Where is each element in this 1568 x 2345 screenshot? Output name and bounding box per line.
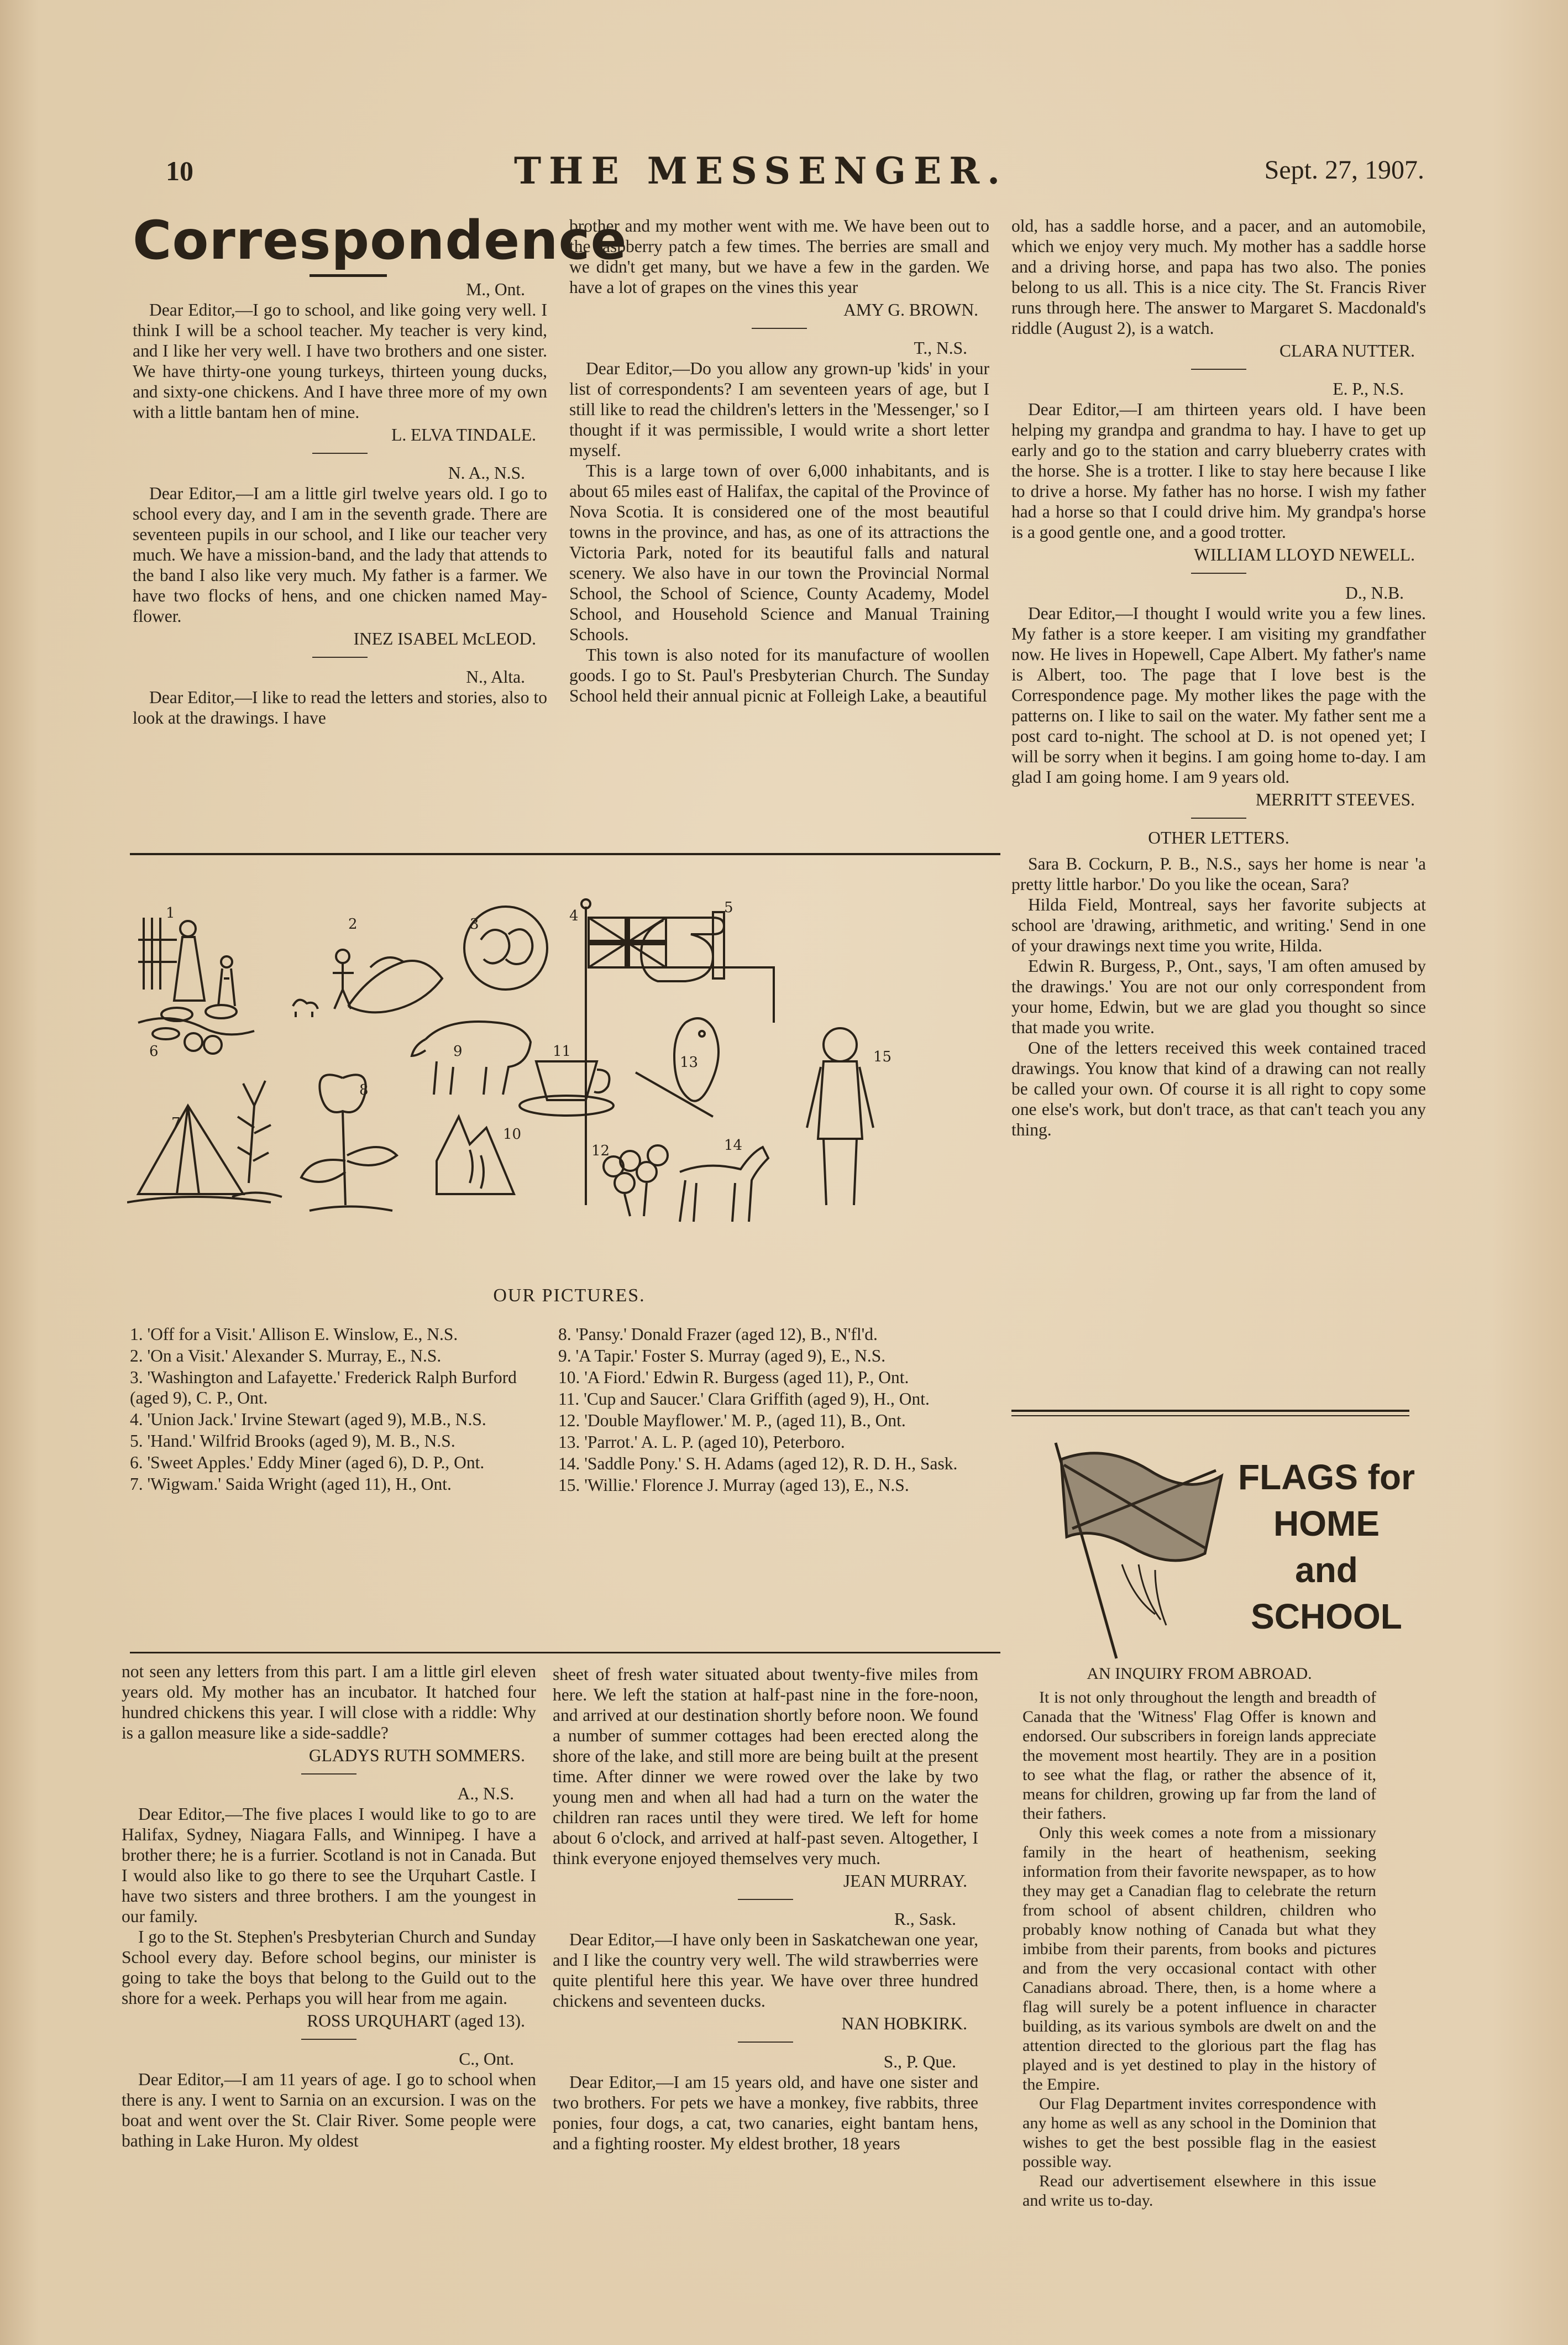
column-2: [569, 216, 989, 706]
drawing-on-a-visit: [293, 950, 442, 1017]
drawing-number: 5: [724, 899, 733, 916]
drawing-number: 10: [503, 1126, 522, 1143]
ad-headline-line: and: [1295, 1550, 1358, 1590]
drawing-number: 12: [591, 1143, 610, 1159]
letter-signature: MERRITT STEEVES.: [1255, 790, 1415, 809]
masthead: THE MESSENGER.: [514, 149, 1008, 192]
letter-signature: JEAN MURRAY.: [843, 1871, 967, 1891]
ad-body: [1022, 1664, 1376, 2210]
divider: [752, 328, 807, 329]
drawing-fiord: [437, 1117, 514, 1194]
letter-body: old, has a saddle horse, and a pacer, and an automobile, which we enjoy very much. My mother has a saddle horse and a driving horse, and papa has two also. The ponies belong to us all. This is a nice city. The St. Francis River runs through here. The answer to Margaret S. Macdonald's riddle (August 2), is a watch.: [1011, 216, 1426, 338]
letter-location: N. A., N.S.: [448, 463, 525, 483]
letter-location: A., N.S.: [457, 1784, 514, 1803]
page-header: [0, 149, 1568, 199]
drawing-number: 15: [873, 1049, 892, 1065]
other-letters-heading: OTHER LETTERS.: [1148, 828, 1289, 847]
letter-body: Dear Editor,—I am 15 years old, and have one sister and two brothers. For pets we have a monkey, five rabbits, three ponies, four dogs, a cat, two canaries, eight bantam hens, and a fighting rooster. My eldest brother, 18 years: [553, 2072, 978, 2153]
drawing-willie: [807, 1028, 873, 1205]
drawing-number: 11: [553, 1043, 571, 1060]
ad-paragraph: Only this week comes a note from a missionary family in the heart of heathenism, seeking information from their favorite newspaper, as to how they may get a Canadian flag to celebrate the return from school of absent children, children who probably know nothing of Canada but what they imbibe from their parents, from books and pictures and from the very occasional contact with other Canadians abroad. There, then, is a home where a flag will surely be a potent influence in character building, as its various symbols are dwelt on and the attention directed to the glorious part the flag has played and is yet destined to play in the history of the Empire.: [1022, 1824, 1376, 2093]
pictures-caption: OUR PICTURES.: [493, 1285, 646, 1306]
drawing-double-mayflower: [604, 1145, 668, 1216]
letter-signature: GLADYS RUTH SOMMERS.: [308, 1746, 525, 1765]
letter-location: S., P. Que.: [883, 2052, 956, 2071]
drawing-number: 8: [359, 1082, 369, 1098]
ad-subtitle: AN INQUIRY FROM ABROAD.: [1087, 1664, 1312, 1683]
drawing-cup-and-saucer: [520, 1061, 613, 1116]
picture-credit: 5. 'Hand.' Wilfrid Brooks (aged 9), M. B., N.S.: [130, 1431, 455, 1451]
picture-credit: 12. 'Double Mayflower.' M. P., (aged 11), B., Ont.: [558, 1411, 906, 1430]
divider: [1191, 818, 1246, 819]
letter-body: This is a large town of over 6,000 inhabitants, and is about 65 miles east of Halifax, the capital of the Province of Nova Scotia. It is considered one of the most beautiful towns in the province, and has, as one of its attractions the Victoria Park, noted for its beautiful falls and natural scenery. We also have in our town the Provincial Normal School, the School of Science, County Academy, Model School, and Household Science and Manual Training Schools.: [569, 461, 989, 644]
ad-headline: [1238, 1454, 1415, 1640]
letter-body: Dear Editor,—I thought I would write you a few lines. My father is a store keeper. I am visiting my grandfather now. He lives in Hopewell, Cape Albert. My father's name is Albert, too. The page that I love best is the Correspondence page. My mother likes the page with the patterns on. I like to sail on the water. My father sent me a post card to-night. The school at D. is not opened yet; I will be sorry when it begins. I am going home to-day. I am glad I am going home. I am 9 years old.: [1011, 604, 1426, 787]
letter-location: M., Ont.: [466, 280, 525, 299]
drawing-number: 9: [453, 1043, 463, 1060]
drawing-pansy: [301, 1075, 397, 1211]
letter-body: sheet of fresh water situated about twenty-five miles from here. We left the station at half-past nine in the fore-noon, and arrived at our destination shortly before noon. We found a number of summer cottages had been erected along the shore of the lake, and still more are being built at the present time. After dinner we were rowed over the lake by two young men and when all had had a turn on the water the children ran races until they were tired. We left for home about 6 o'clock, and arrived at half-past seven. Altogether, I think everyone enjoyed themselves very much.: [553, 1664, 978, 1868]
drawing-number: 4: [569, 908, 579, 924]
picture-credit: 13. 'Parrot.' A. L. P. (aged 10), Peterboro.: [558, 1432, 845, 1452]
drawing-union-jack: [581, 899, 774, 1205]
letter-body: Dear Editor,—I am thirteen years old. I have been helping my grandpa and grandma to hay. I have to get up early and go to the station and carry blueberry crates with the horse. She is a trotter. I like to stay here because I like to drive a horse. My father has no horse. I wish my father had a horse so that I could drive him. My grandpa's horse is a good gentle one, and a good trotter.: [1011, 400, 1426, 542]
picture-credit: 10. 'A Fiord.' Edwin R. Burgess (aged 11), P., Ont.: [558, 1368, 909, 1387]
letter-body: not seen any letters from this part. I am a little girl eleven years old. My mother has an incubator. It hatched four hundred chickens this year. I will close with a riddle: Why is a gallon measure like a side-saddle?: [122, 1662, 536, 1742]
divider: [312, 453, 368, 454]
picture-credit: 14. 'Saddle Pony.' S. H. Adams (aged 12), R. D. H., Sask.: [558, 1454, 958, 1473]
letter-body: Dear Editor,—I go to school, and like going very well. I think I will be a school teacher. My teacher is very kind, and I like her very well. I have two brothers and one sister. We have thirty-one young turkeys, thirteen young ducks, and sixty-one chickens. And I have three more of my own with a little bantam hen of mine.: [133, 300, 547, 422]
letter-signature: AMY G. BROWN.: [843, 300, 978, 320]
issue-date: Sept. 27, 1907.: [1264, 155, 1424, 185]
picture-credit: 9. 'A Tapir.' Foster S. Murray (aged 9), E., N.S.: [558, 1346, 886, 1365]
letter-signature: INEZ ISABEL McLEOD.: [353, 629, 536, 648]
bottom-column-1: [122, 1661, 536, 2151]
letter-location: D., N.B.: [1345, 583, 1404, 603]
picture-credit: 6. 'Sweet Apples.' Eddy Miner (aged 6), D. P., Ont.: [130, 1453, 485, 1472]
drawing-hand: [641, 912, 724, 981]
picture-credit: 4. 'Union Jack.' Irvine Stewart (aged 9), M.B., N.S.: [130, 1410, 486, 1429]
ad-headline-line: FLAGS for: [1238, 1457, 1415, 1497]
other-letter: Sara B. Cockurn, P. B., N.S., says her home is near 'a pretty little harbor.' Do you like the ocean, Sara?: [1011, 854, 1426, 894]
letter-body: Dear Editor,—I am 11 years of age. I go to school when there is any. I went to Sarnia on an excursion. I was on the boat and went over the St. Clair River. Some people were bathing in Lake Huron. My oldest: [122, 2070, 536, 2150]
column-3: [1011, 216, 1426, 1140]
letter-signature: WILLIAM LLOYD NEWELL.: [1194, 545, 1415, 564]
letter-body: Dear Editor,—Do you allow any grown-up 'kids' in your list of correspondents? I am seventeen years of age, but I still like to read the children's letters in the 'Messenger,' so I thought if it was permissible, I would write a short letter myself.: [569, 359, 989, 460]
ad-paragraph: Our Flag Department invites correspondence with any home as well as any school in the Dominion that wishes to get the best possible flag in the easiest possible way.: [1022, 2095, 1376, 2171]
picture-credit: 8. 'Pansy.' Donald Frazer (aged 12), B., N'fl'd.: [558, 1325, 878, 1344]
letter-body: Dear Editor,—The five places I would like to go to are Halifax, Sydney, Niagara Falls, and Winnipeg. I have a brother there; he is a furrier. Scotland is not in Canada. But I would also like to go there to see the Urquhart Castle. I have two sisters and three brothers. I am the youngest in our family.: [122, 1804, 536, 1926]
waving-flag-illustration: [1039, 1432, 1238, 1664]
picture-credit: 2. 'On a Visit.' Alexander S. Murray, E., N.S.: [130, 1346, 442, 1365]
letter-body: brother and my mother went with me. We have been out to the raspberry patch a few times. The berries are small and we didn't get many, but we have a few in the garden. We have a lot of grapes on the vines this year: [569, 216, 989, 297]
picture-credit: 11. 'Cup and Saucer.' Clara Griffith (aged 9), H., Ont.: [558, 1389, 930, 1409]
picture-credit: 3. 'Washington and Lafayette.' Frederick Ralph Burford (aged 9), C. P., Ont.: [130, 1368, 517, 1407]
letter-signature: CLARA NUTTER.: [1279, 341, 1415, 360]
flags-advertisement: [1039, 1432, 1437, 1664]
drawing-number: 1: [166, 905, 175, 922]
letter-location: T., N.S.: [914, 338, 967, 358]
pictures-list-right: [558, 1324, 978, 1496]
divider: [738, 1899, 793, 1900]
drawing-number: 2: [348, 916, 358, 933]
ad-rule: [1011, 1415, 1409, 1416]
ad-headline-line: SCHOOL: [1251, 1597, 1402, 1636]
drawing-number: 14: [724, 1137, 743, 1154]
drawing-saddle-pony: [680, 1147, 768, 1222]
drawing-number: 13: [680, 1054, 699, 1071]
picture-credit: 1. 'Off for a Visit.' Allison E. Winslow, E., N.S.: [130, 1325, 458, 1344]
ad-paragraph: Read our advertisement elsewhere in this issue and write us to-day.: [1022, 2172, 1376, 2210]
divider: [301, 2039, 356, 2040]
pictures-list-left: [130, 1324, 539, 1495]
letter-location: R., Sask.: [894, 1909, 956, 1929]
other-letter: Hilda Field, Montreal, says her favorite subjects at school are 'drawing, arithmetic, and writing.' Send in one of your drawings next time you write, Hilda.: [1011, 895, 1426, 955]
drawing-bush: [232, 1081, 282, 1197]
title-underline: [310, 274, 387, 277]
drawing-number: 7: [171, 1115, 181, 1132]
bottom-column-2: [553, 1664, 978, 2154]
divider: [312, 657, 368, 658]
column-1: [133, 210, 627, 728]
letter-body: Dear Editor,—I have only been in Saskatchewan one year, and I like the country very well. The wild strawberries were quite plentiful here this year. We have over three hundred chickens and seventeen ducks.: [553, 1930, 978, 2011]
children-drawings: [127, 896, 1011, 1255]
divider: [738, 2042, 793, 2043]
letter-signature: L. ELVA TINDALE.: [391, 425, 536, 444]
divider: [1191, 573, 1246, 574]
letter-body: I go to the St. Stephen's Presbyterian Church and Sunday School every day. Before school begins, our minister is going to take the boys that belong to the Guild out to the shore for a week. Perhaps you will hear from me again.: [122, 1927, 536, 2008]
drawing-off-for-a-visit: [138, 918, 235, 1006]
divider: [1191, 369, 1246, 370]
picture-credit: 15. 'Willie.' Florence J. Murray (aged 13), E., N.S.: [558, 1475, 909, 1495]
letter-body: Dear Editor,—I like to read the letters and stories, also to look at the drawings. I have: [133, 688, 547, 727]
other-letter: Edwin R. Burgess, P., Ont., says, 'I am often amused by the drawings.' You are not our only correspondent from your home, Edwin, but we are glad you thought so since that made you write.: [1011, 956, 1426, 1037]
letter-location: E. P., N.S.: [1333, 379, 1404, 399]
ad-rule: [1011, 1410, 1409, 1412]
letter-location: C., Ont.: [459, 2049, 514, 2069]
drawing-tapir: [412, 1022, 531, 1095]
letter-body: This town is also noted for its manufacture of woollen goods. I go to St. Paul's Presbyterian Church. The Sunday School held their annual picnic at Folleigh Lake, a beautiful: [569, 645, 989, 705]
divider: [301, 1773, 356, 1775]
ad-headline-line: HOME: [1273, 1504, 1380, 1543]
letter-location: N., Alta.: [466, 667, 525, 687]
letter-body: Dear Editor,—I am a little girl twelve years old. I go to school every day, and I am in the seventh grade. There are seventeen pupils in our school, and I like our teacher very much. We have a mission-band, and the lady that attends to the band I also like very much. My father is a farmer. We have two flocks of hens, and one chicken named May-flower.: [133, 484, 547, 626]
drawing-parrot: [636, 1018, 719, 1117]
drawing-number: 6: [149, 1043, 159, 1060]
drawing-number: 3: [470, 916, 479, 933]
page-number: 10: [166, 155, 193, 186]
section-rule: [130, 1652, 1000, 1653]
section-title: Correspondence: [133, 210, 627, 271]
ad-paragraph: It is not only throughout the length and breadth of Canada that the 'Witness' Flag Offer is known and endorsed. Our subscribers in foreign lands appreciate the movement most heartily. They are in a position to see what the flag, or rather the absence of it, means for children, growing up far from the land of their fathers.: [1022, 1688, 1376, 1823]
letter-signature: NAN HOBKIRK.: [841, 2014, 967, 2033]
other-letter: One of the letters received this week contained traced drawings. You know that kind of a drawing can not really be called your own. Of course it is all right to copy some one else's work, but don't trace, as that can't teach you any thing.: [1011, 1038, 1426, 1139]
picture-credit: 7. 'Wigwam.' Saida Wright (aged 11), H., Ont.: [130, 1474, 452, 1494]
letter-signature: ROSS URQUHART (aged 13).: [307, 2011, 525, 2030]
section-rule: [130, 853, 1000, 855]
